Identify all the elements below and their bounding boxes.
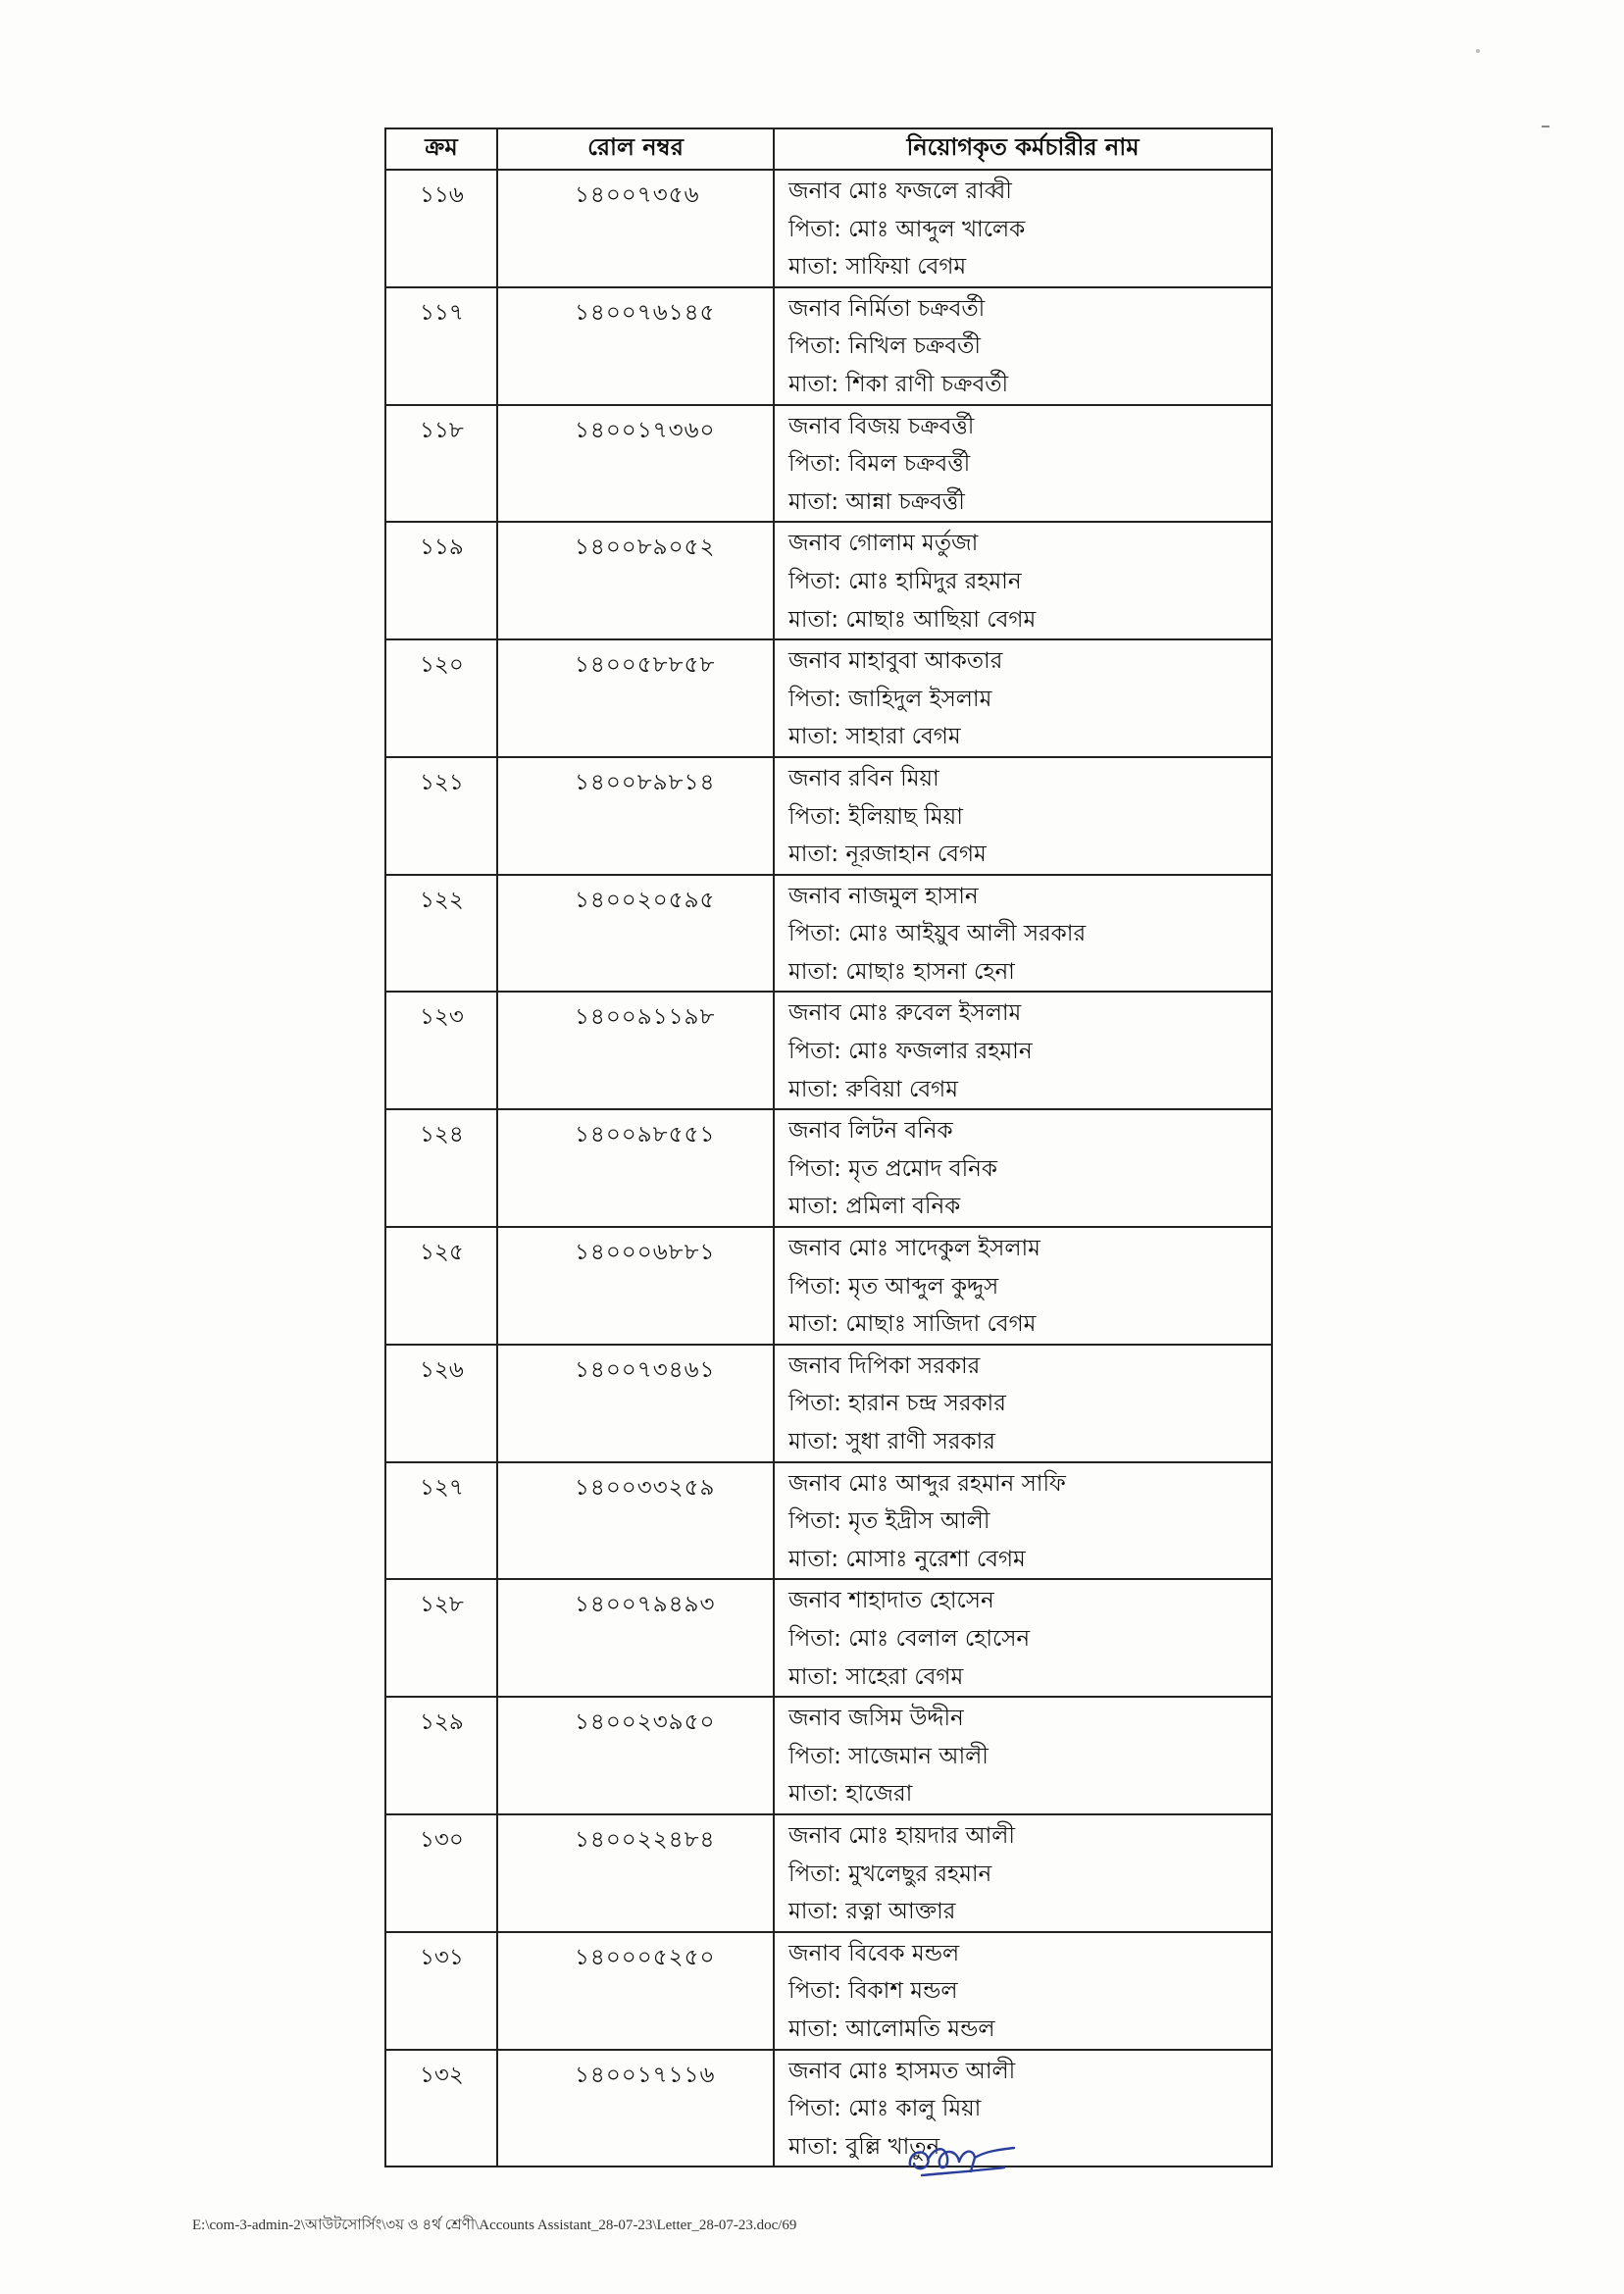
- father-name: পিতা: ইলিয়াছ মিয়া: [788, 803, 963, 830]
- father-name: পিতা: জাহিদুল ইসলাম: [788, 686, 992, 712]
- father-name: পিতা: মৃত আব্দুল কুদ্দুস: [788, 1273, 999, 1300]
- employee-name: জনাব মোঃ হায়দার আলী: [788, 1822, 1015, 1849]
- roll-number-cell: ১৪০০০৬৮৮১: [497, 1227, 774, 1345]
- serial-cell: ১১৭: [385, 287, 497, 405]
- serial-cell: ১২৮: [385, 1579, 497, 1697]
- mother-name: মাতা: মোসাঃ নুরেশা বেগম: [788, 1546, 1026, 1572]
- name-cell: [774, 1579, 1272, 1697]
- father-name: পিতা: মৃত প্রমোদ বনিক: [788, 1155, 997, 1182]
- signature-mark: [902, 2138, 1020, 2183]
- table-row: [385, 1109, 1272, 1227]
- employee-name: জনাব মোঃ রুবেল ইসলাম: [788, 1000, 1022, 1027]
- serial-cell: ১২৩: [385, 992, 497, 1109]
- scan-speck: [1476, 49, 1480, 53]
- roll-number-cell: ১৪০০৭৬১৪৫: [497, 287, 774, 405]
- roll-number-cell: ১৪০০৮৯৮১৪: [497, 757, 774, 875]
- header-employee-name: নিয়োগকৃত কর্মচারীর নাম: [774, 128, 1272, 170]
- mother-name: মাতা: মোছাঃ সাজিদা বেগম: [788, 1311, 1037, 1338]
- table-row: [385, 992, 1272, 1109]
- mother-name: মাতা: সুধা রাণী সরকার: [788, 1429, 995, 1454]
- serial-cell: ১৩১: [385, 1932, 497, 2050]
- roll-number-cell: ১৪০০৩৩২৫৯: [497, 1462, 774, 1580]
- table-row: [385, 757, 1272, 875]
- employee-name: জনাব লিটন বনিক: [788, 1118, 953, 1145]
- mother-name: মাতা: শিকা রাণী চক্রবর্তী: [788, 371, 1009, 397]
- table-row: [385, 1697, 1272, 1814]
- father-name: পিতা: বিমল চক্রবর্ত্তী: [788, 451, 971, 478]
- employee-name: জনাব মাহাবুবা আকতার: [788, 648, 1003, 675]
- father-name: পিতা: মোঃ আইয়ুব আলী সরকার: [788, 921, 1087, 947]
- name-cell: [774, 757, 1272, 875]
- serial-cell: ১২৬: [385, 1345, 497, 1462]
- mother-name: মাতা: রত্না আক্তার: [788, 1899, 956, 1925]
- roll-number-cell: ১৪০০৮৯০৫২: [497, 522, 774, 639]
- roll-number-cell: ১৪০০১৭৩৬০: [497, 405, 774, 523]
- name-cell: [774, 1932, 1272, 2050]
- scan-mark: [1542, 126, 1549, 127]
- mother-name: মাতা: রুবিয়া বেগম: [788, 1076, 958, 1102]
- table-row: [385, 1462, 1272, 1580]
- employee-name: জনাব দিপিকা সরকার: [788, 1352, 981, 1379]
- table-row: [385, 522, 1272, 639]
- name-cell: [774, 639, 1272, 757]
- father-name: পিতা: মোঃ কালু মিয়া: [788, 2096, 982, 2122]
- serial-cell: ১২৯: [385, 1697, 497, 1814]
- serial-cell: ১২২: [385, 875, 497, 993]
- roll-number-cell: ১৪০০৭৩৪৬১: [497, 1345, 774, 1462]
- mother-name: মাতা: সাহারা বেগম: [788, 724, 961, 750]
- name-cell: [774, 405, 1272, 523]
- employee-name: জনাব শাহাদাত হোসেন: [788, 1588, 994, 1614]
- serial-cell: ১১৮: [385, 405, 497, 523]
- name-cell: [774, 992, 1272, 1109]
- roll-number-cell: ১৪০০৭৩৫৬: [497, 170, 774, 287]
- table-row: [385, 1932, 1272, 2050]
- roll-number-cell: ১৪০০০৫২৫০: [497, 1932, 774, 2050]
- employee-name: জনাব মোঃ ফজলে রাব্বী: [788, 178, 1012, 204]
- roll-number-cell: ১৪০০২২৪৮৪: [497, 1814, 774, 1932]
- name-cell: [774, 1814, 1272, 1932]
- roll-number-cell: ১৪০০১৭১১৬: [497, 2050, 774, 2167]
- table-row: [385, 875, 1272, 993]
- roll-number-cell: ১৪০০২০৫৯৫: [497, 875, 774, 993]
- employee-name: জনাব জসিম উদ্দীন: [788, 1706, 964, 1732]
- table-row: [385, 2050, 1272, 2167]
- serial-cell: ১১৬: [385, 170, 497, 287]
- appointee-table: [384, 127, 1273, 2167]
- father-name: পিতা: হারান চন্দ্র সরকার: [788, 1391, 1006, 1417]
- mother-name: মাতা: সাফিয়া বেগম: [788, 254, 967, 280]
- father-name: পিতা: মোঃ আব্দুল খালেক: [788, 216, 1026, 242]
- father-name: পিতা: মৃত ইদ্রীস আলী: [788, 1508, 990, 1535]
- name-cell: [774, 170, 1272, 287]
- header-roll-number: রোল নম্বর: [497, 128, 774, 170]
- mother-name: মাতা: মোছাঃ হাসনা হেনা: [788, 958, 1015, 985]
- table-row: [385, 1814, 1272, 1932]
- mother-name: মাতা: নূরজাহান বেগম: [788, 841, 987, 868]
- mother-name: মাতা: বুল্লি খাতুন: [788, 2133, 940, 2160]
- serial-cell: ১২৭: [385, 1462, 497, 1580]
- mother-name: মাতা: হাজেরা: [788, 1781, 913, 1808]
- father-name: পিতা: মুখলেছুর রহমান: [788, 1861, 992, 1887]
- table-row: [385, 405, 1272, 523]
- serial-cell: ১১৯: [385, 522, 497, 639]
- mother-name: মাতা: আন্না চক্রবর্ত্তী: [788, 488, 965, 515]
- table-row: [385, 1227, 1272, 1345]
- employee-name: জনাব নাজমুল হাসান: [788, 883, 979, 909]
- name-cell: [774, 287, 1272, 405]
- serial-cell: ১২১: [385, 757, 497, 875]
- father-name: পিতা: নিখিল চক্রবর্তী: [788, 333, 981, 360]
- serial-cell: ১৩০: [385, 1814, 497, 1932]
- roll-number-cell: ১৪০০২৩৯৫০: [497, 1697, 774, 1814]
- name-cell: [774, 1227, 1272, 1345]
- father-name: পিতা: মোঃ ফজলার রহমান: [788, 1039, 1033, 1065]
- employee-name: জনাব বিবেক মন্ডল: [788, 1940, 960, 1966]
- name-cell: [774, 522, 1272, 639]
- name-cell: [774, 1109, 1272, 1227]
- roll-number-cell: ১৪০০৫৮৮৫৮: [497, 639, 774, 757]
- table-row: [385, 1579, 1272, 1697]
- table-row: [385, 639, 1272, 757]
- name-cell: [774, 875, 1272, 993]
- roll-number-cell: ১৪০০৯১১৯৮: [497, 992, 774, 1109]
- employee-name: জনাব গোলাম মর্তুজা: [788, 531, 979, 557]
- employee-name: জনাব মোঃ সাদেকুল ইসলাম: [788, 1236, 1040, 1262]
- serial-cell: ১৩২: [385, 2050, 497, 2167]
- mother-name: মাতা: প্রমিলা বনিক: [788, 1194, 961, 1220]
- name-cell: [774, 1697, 1272, 1814]
- father-name: পিতা: মোঃ হামিদুর রহমান: [788, 568, 1022, 594]
- father-name: পিতা: মোঃ বেলাল হোসেন: [788, 1625, 1031, 1652]
- name-cell: [774, 1462, 1272, 1580]
- serial-cell: ১২৪: [385, 1109, 497, 1227]
- employee-name: জনাব বিজয় চক্রবর্ত্তী: [788, 413, 975, 439]
- serial-cell: ১২০: [385, 639, 497, 757]
- table-row: [385, 1345, 1272, 1462]
- serial-cell: ১২৫: [385, 1227, 497, 1345]
- roll-number-cell: ১৪০০৯৮৫৫১: [497, 1109, 774, 1227]
- employee-name: জনাব মোঃ আব্দুর রহমান সাফি: [788, 1470, 1066, 1497]
- father-name: পিতা: সাজেমান আলী: [788, 1743, 989, 1769]
- table-row: [385, 170, 1272, 287]
- header-serial: ক্রম: [385, 128, 497, 170]
- table-row: [385, 287, 1272, 405]
- employee-name: জনাব রবিন মিয়া: [788, 765, 939, 791]
- table-header-row: [385, 128, 1272, 170]
- name-cell: [774, 1345, 1272, 1462]
- mother-name: মাতা: আলোমতি মন্ডল: [788, 2015, 995, 2042]
- roll-number-cell: ১৪০০৭৯৪৯৩: [497, 1579, 774, 1697]
- mother-name: মাতা: সাহেরা বেগম: [788, 1663, 964, 1690]
- mother-name: মাতা: মোছাঃ আছিয়া বেগম: [788, 606, 1037, 633]
- employee-name: জনাব নির্মিতা চক্রবর্তী: [788, 295, 986, 322]
- footer-file-path: E:\com-3-admin-2\আউটসোর্সিং\৩য় ও ৪র্থ শ্রেণী\Accounts Assistant_28-07-23\Letter_28-07-23.doc/69: [192, 2218, 797, 2233]
- employee-name: জনাব মোঃ হাসমত আলী: [788, 2058, 1016, 2084]
- father-name: পিতা: বিকাশ মন্ডল: [788, 1978, 958, 2005]
- name-cell: [774, 2050, 1272, 2167]
